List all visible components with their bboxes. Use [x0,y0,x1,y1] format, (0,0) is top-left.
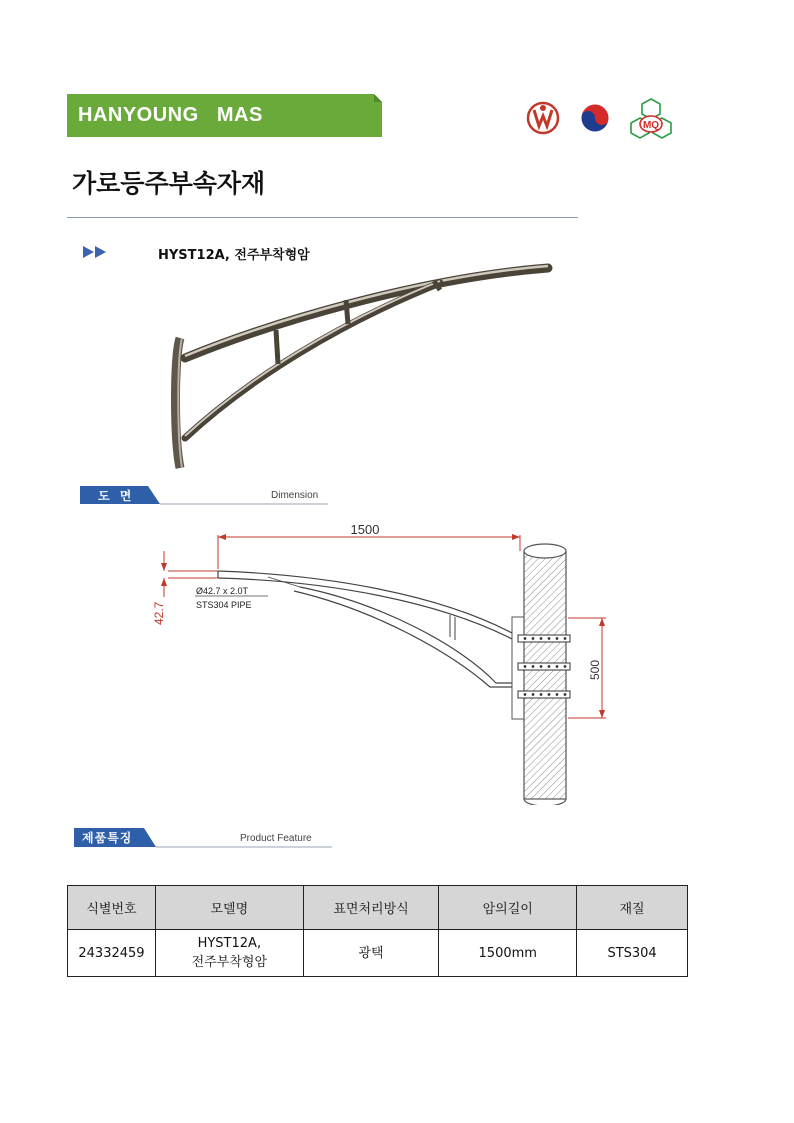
dim-diameter-label: 42.7 [152,601,166,625]
brand-name: HANYOUNG MAS [78,104,263,126]
pipe-material-label: STS304 PIPE [196,600,252,610]
header-finish: 표면처리방식 [303,886,439,930]
cell-arm-length: 1500mm [439,930,577,977]
cell-model-line1: HYST12A, [197,936,262,951]
mq-mark-icon [624,96,678,150]
dim-length-label: 1500 [350,522,380,537]
header-material: 재질 [577,886,688,930]
table-row [68,930,688,977]
page-title: 가로등주부속자재 [72,169,266,198]
dim-height-label: 500 [588,659,602,680]
spec-table [67,885,688,977]
section-label-feature-en: Product Feature [240,833,312,844]
title-divider [67,217,578,218]
section-label-drawing-en: Dimension [271,490,319,501]
cell-id: 24332459 [68,930,156,977]
product-photo [160,258,560,473]
item-title: HYST12A, 전주부착형암 [158,248,310,263]
korea-taegeuk-icon [576,96,614,140]
header-id: 식별번호 [68,886,156,930]
pipe-spec-label: Ø42.7 x 2.0T [196,586,249,596]
safety-mark-icon [524,96,562,140]
cell-material: STS304 [577,930,688,977]
dimension-drawing [150,515,620,805]
cell-model [155,930,303,977]
section-label-feature: 제품특징 [82,831,133,845]
cell-model-line2: 전주부착형암 [191,955,268,970]
table-header-row [68,886,688,930]
cell-finish: 광택 [303,930,439,977]
mq-mark-text: MQ [642,120,660,131]
section-label-drawing: 도 면 [98,489,135,503]
header-model: 모델명 [155,886,303,930]
header-arm-length: 암의길이 [439,886,577,930]
double-arrow-icon [83,245,111,259]
